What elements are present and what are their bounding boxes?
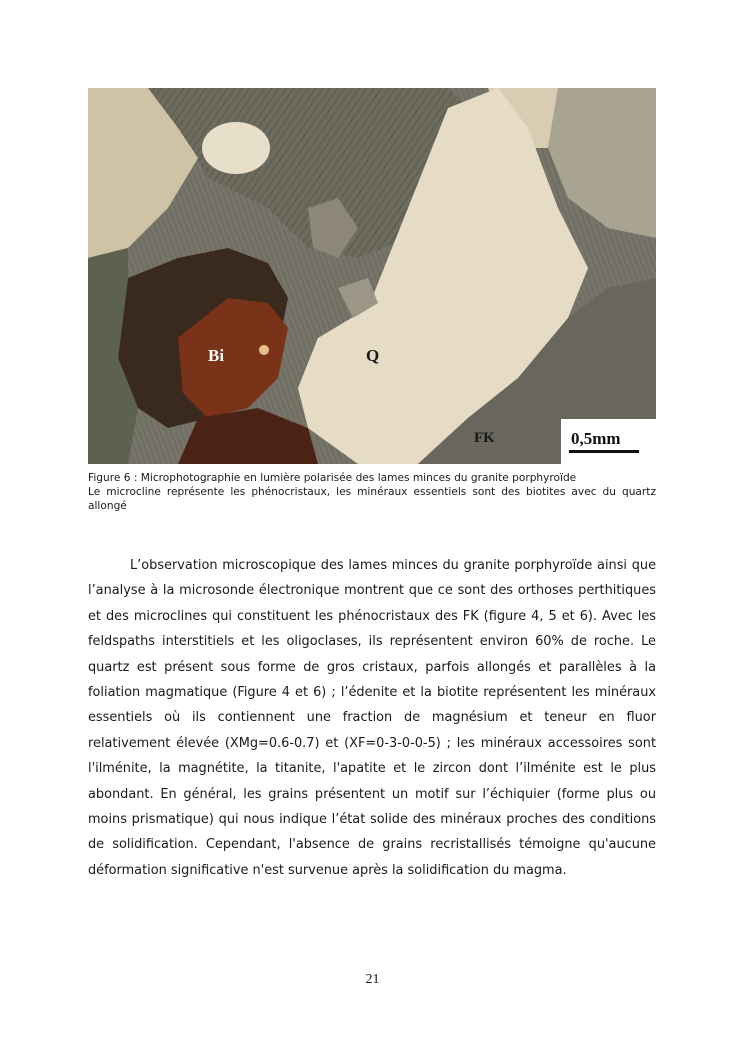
caption-line-2: Le microcline représente les phénocristaux, les minéraux essentiels sont des biotites avec du quartz allongé [88,486,656,512]
figure-caption [88,471,656,513]
scale-bar-box [561,419,656,464]
body-paragraph: L’observation microscopique des lames minces du granite porphyroïde ainsi que l’analyse à la microsonde électronique montrent que ce sont des orthoses perthitiques et des microclines qui constituent les phénocristaux des FK (figure 4, 5 et 6). Avec les feldspaths interstitiels et les oligoclases, ils représentent environ 60% de roche. Le quartz est présent sous forme de gros cristaux, parfois allongés et parallèles à la foliation magmatique (Figure 4 et 6) ; l’édenite et la biotite représentent les minéraux essentiels où ils contiennent une fraction de magnésium et teneur en fluor relativement élevée (XMg=0.6-0.7) et (XF=0-3-0-0-5) ; les minéraux accessoires sont l'ilménite, la magnétite, la titanite, l'apatite et le zircon dont l’ilménite est le plus abondant. En général, les grains présentent un motif sur l’échiquier (forme plus ou moins prismatique) qui nous indique l’état solide des minéraux proches des conditions de solidification. Cependant, l'absence de grains recristallisés témoigne qu'aucune déformation significative n'est survenue après la solidification du magma. [88,558,656,878]
body-text [88,553,656,883]
label-quartz: Q [366,346,380,365]
micrograph-image [88,88,656,464]
micrograph-figure [88,88,656,464]
page-number: 21 [365,972,380,987]
label-fk: FK [474,430,495,446]
scale-bar [569,450,639,453]
caption-line-1: Figure 6 : Microphotographie en lumière polarisée des lames minces du granite porphyroïde [88,472,577,484]
label-biotite: Bi [208,346,225,365]
scale-bar-label: 0,5mm [571,429,621,448]
